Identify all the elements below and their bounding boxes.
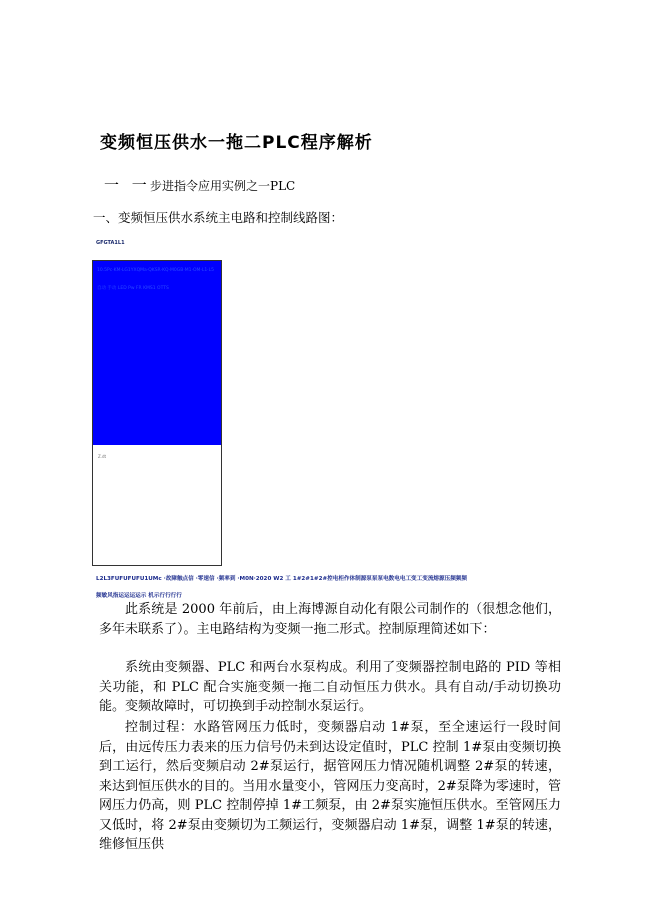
diagram-mark: Z.dt <box>98 454 107 459</box>
diagram-labels-line-1: L2L3FUFUFUFU1UMc ·故障触点信 ·零速信 ·频率到 ·M0N·2020 W2 工 1#2#1#2#控电柜作体制源泵泵泵电数电电工变工变流熔源压频频频 <box>96 576 467 582</box>
diagram-blue-area <box>93 261 221 445</box>
section-heading: 一、变频恒压供水系统主电路和控制线路图： <box>93 210 344 225</box>
paragraph-system: 系统由变频器、PLC 和两台水泵构成。利用了变频器控制电路的 PID 等相关功能，和 PLC 配合实施变频一拖二自动恒压力供水。具有自动/手动切换功能。变频故障时，可切换到手动控制水泵运行。 <box>99 660 561 714</box>
paragraph-intro: 此系统是 2000 年前后，由上海博源自动化有限公司制作的（很想念他们，多年未联系了）。主电路结构为变频一拖二形式。控制原理简述如下： <box>99 602 561 637</box>
diagram-labels-line-2: 频敏风指运运运运示 机示行行行行 <box>96 593 182 599</box>
document-subtitle: 步进指令应用实例之一PLC <box>150 179 296 193</box>
document-title: 变频恒压供水一拖二PLC程序解析 <box>100 133 373 153</box>
circuit-diagram <box>92 260 222 566</box>
diagram-blue-text-1: 10.5Pc·KM·LG1YXQMa·QKSR·KQ·M0GB·M1·OM·L1·L5 <box>97 268 214 273</box>
paragraph-control-process: 控制过程：水路管网压力低时，变频器启动 1#泵，至全速运行一段时间后，由远传压力表来的压力信号仍未到达设定值时，PLC 控制 1#泵由变频切换到工运行，然后变频启动 2#泵运行，据管网压力情况随机调整 2#泵的转速，来达到恒压供水的目的。当用水量变小，管网压力变高时，2#泵降为零速时，管网压力仍高，则 PLC 控制停掉 1#工频泵，由 2#泵实施恒压供水。至管网压力又低时，将 2#泵由变频切为工频运行，变频器启动 1#泵，调整 1#泵的转速，维修恒压供 <box>99 720 561 852</box>
subtitle-dash: 一 一 <box>104 176 151 194</box>
diagram-caption: GFGTA1L1 <box>96 240 125 246</box>
diagram-blue-text-2: 自动 手动 LED Pw FR KMS1 OTTS <box>97 286 169 291</box>
